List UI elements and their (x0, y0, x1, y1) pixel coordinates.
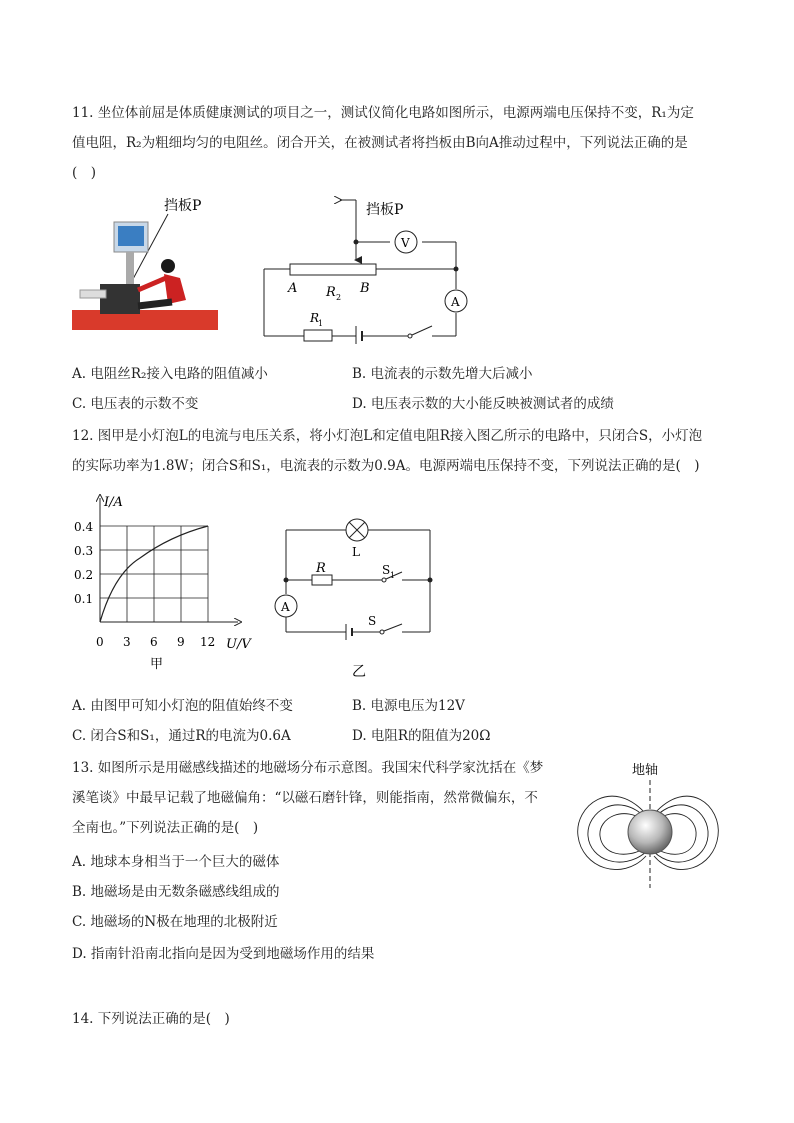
q13-option-b: B. 地磁场是由无数条磁感线组成的 (72, 884, 280, 900)
q14-line1: 14. 下列说法正确的是( ) (72, 1011, 230, 1027)
q12-circuit (268, 514, 444, 680)
q13-line3: 全南也。”下列说法正确的是( ) (72, 820, 259, 836)
q11-line2: 值电阻，R₂为粗细均匀的电阻丝。闭合开关，在被测试者将挡板由B向A推动过程中，下列说法正确的是 (72, 135, 688, 151)
switch-s1-sub: 1 (390, 571, 396, 580)
mat (72, 310, 218, 330)
switch (412, 326, 432, 335)
q11-line3: ( ) (72, 165, 97, 181)
q13-line2: 溪笔谈》中最早记载了地磁偏角：“以磁石磨针锋，则能指南，然常微偏东，不 (72, 790, 538, 806)
q12-graph (70, 488, 270, 674)
tester-box (100, 284, 140, 314)
earth-axis-label: 地轴 (632, 763, 659, 778)
y-axis-label: I/A (104, 495, 123, 510)
q11-option-d: D. 电压表示数的大小能反映被测试者的成绩 (352, 396, 614, 412)
ytick-0.1: 0.1 (74, 592, 94, 606)
q13-option-d: D. 指南针沿南北指向是因为受到地磁场作用的结果 (72, 946, 375, 962)
tester-rail (80, 290, 106, 298)
resistor-r-label: R (316, 561, 326, 576)
person-arm (138, 278, 166, 290)
voltmeter-label: V (401, 236, 410, 250)
resistor-r (312, 575, 332, 585)
q13-option-c: C. 地磁场的N极在地理的北极附近 (72, 914, 278, 930)
q11-option-c: C. 电压表的示数不变 (72, 396, 199, 412)
q12-option-d: D. 电阻R的阻值为20Ω (352, 728, 491, 744)
ytick-0.3: 0.3 (74, 544, 94, 558)
switch-s1-label: S (382, 563, 391, 577)
q11-line1: 11. 坐位体前屈是体质健康测试的项目之一，测试仪简化电路如图所示，电源两端电压保持不变，R₁为定 (72, 105, 694, 121)
q11-option-b: B. 电流表的示数先增大后减小 (352, 366, 533, 382)
q12-line2: 的实际功率为1.8W；闭合S和S₁，电流表的示数为0.9A。电源两端电压保持不变，下列说法正确的是( ) (72, 458, 700, 474)
xtick-0: 0 (96, 635, 104, 649)
ytick-0.2: 0.2 (74, 568, 94, 582)
x-axis-label: U/V (226, 637, 251, 652)
xtick-3: 3 (123, 635, 131, 649)
switch-s (384, 624, 402, 631)
q12-option-b: B. 电源电压为12V (352, 698, 465, 714)
q12-option-c: C. 闭合S和S₁，通过R的电流为0.6A (72, 728, 291, 744)
ammeter-label: A (451, 295, 460, 309)
graph-grid (100, 526, 208, 622)
tester-display (118, 226, 144, 246)
q13-line1: 13. 如图所示是用磁感线描述的地磁场分布示意图。我国宋代科学家沈括在《梦 (72, 760, 544, 776)
photo-baffle-label: 挡板P (164, 198, 202, 214)
xtick-6: 6 (150, 635, 158, 649)
ytick-0.4: 0.4 (74, 520, 94, 534)
person-head (161, 259, 175, 273)
label-r2: R (326, 285, 336, 300)
xtick-12: 12 (200, 635, 216, 649)
label-a: A (288, 281, 298, 296)
geomagnetic-field-figure (572, 756, 724, 892)
sit-and-reach-photo (68, 190, 228, 336)
graph-caption: 甲 (150, 657, 164, 672)
circuit-caption: 乙 (352, 664, 366, 680)
q12-option-a: A. 由图甲可知小灯泡的阻值始终不变 (72, 698, 293, 714)
resistor-r2 (290, 264, 376, 275)
label-r1-sub: 1 (318, 319, 324, 328)
circuit-baffle-label: 挡板P (366, 202, 404, 218)
resistor-r1 (304, 330, 332, 341)
q12-ammeter-label: A (281, 600, 290, 614)
xtick-9: 9 (177, 635, 185, 649)
lamp-label: L (352, 545, 360, 559)
label-b: B (360, 281, 370, 296)
person-legs (138, 302, 172, 306)
label-r2-sub: 2 (336, 293, 342, 302)
q13-option-a: A. 地球本身相当于一个巨大的磁体 (72, 854, 280, 870)
q11-option-a: A. 电阻丝R₂接入电路的阻值减小 (72, 366, 268, 382)
tester-stand (126, 252, 134, 284)
switch-s-label: S (368, 614, 377, 628)
q12-line1: 12. 图甲是小灯泡L的电流与电压关系，将小灯泡L和定值电阻R接入图乙所示的电路中，只闭合S，小灯泡 (72, 428, 703, 444)
q11-circuit (258, 192, 474, 344)
earth-sphere (628, 810, 672, 854)
label-r1: R (310, 311, 320, 325)
